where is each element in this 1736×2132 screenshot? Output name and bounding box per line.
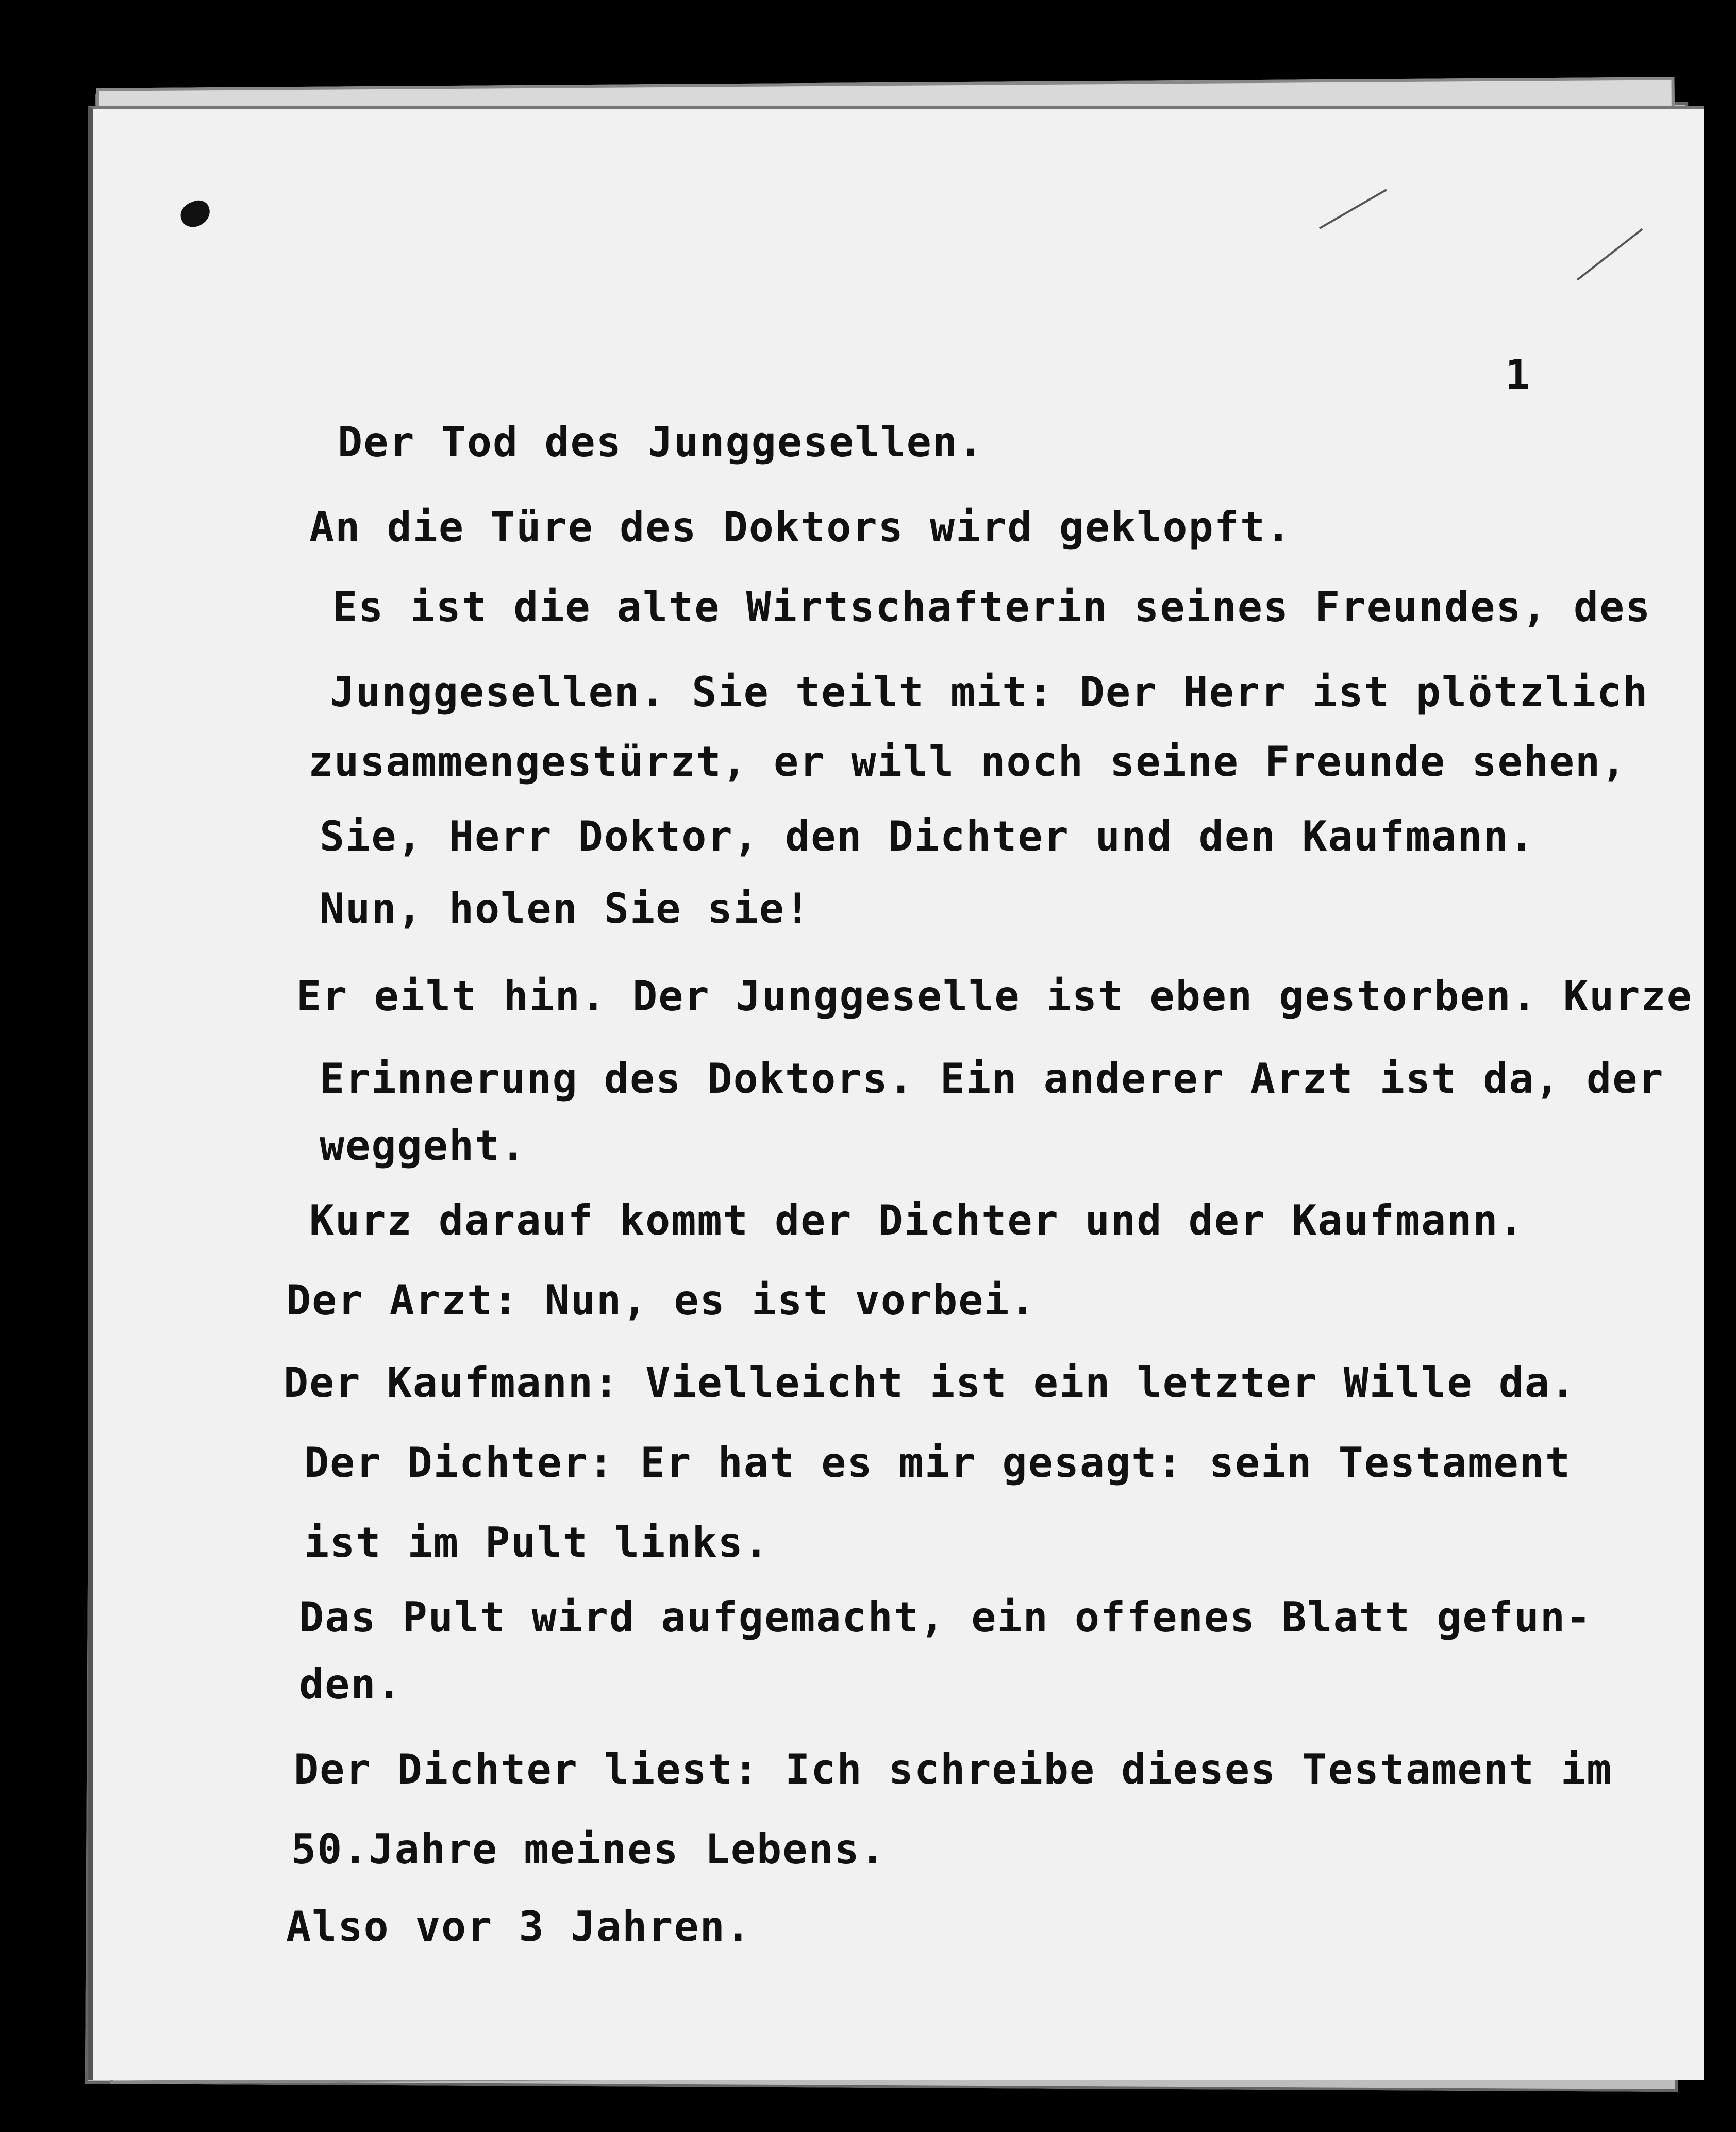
text-line: Erinnerung des Doktors. Ein anderer Arzt ist da, der: [320, 1055, 1664, 1103]
text-line: ist im Pult links.: [304, 1519, 770, 1567]
text-line: Er eilt hin. Der Junggeselle ist eben gestorben. Kurze: [296, 972, 1693, 1020]
text-line: Junggesellen. Sie teilt mit: Der Herr ist plötzlich: [330, 668, 1649, 716]
text-line: An die Türe des Doktors wird geklopft.: [309, 503, 1292, 551]
page-number: 1: [1505, 351, 1530, 399]
text-line: Nun, holen Sie sie!: [320, 885, 811, 932]
title-line: Der Tod des Junggesellen.: [338, 418, 984, 466]
text-line: Der Arzt: Nun, es ist vorbei.: [286, 1276, 1036, 1324]
text-line: Kurz darauf kommt der Dichter und der Kaufmann.: [309, 1196, 1525, 1244]
typescript-page: [88, 106, 1704, 2080]
scratch-mark: [1577, 228, 1643, 281]
ink-blot: [177, 197, 214, 231]
text-line: Es ist die alte Wirtschafterin seines Freundes, des: [332, 583, 1651, 631]
scratch-mark: [1319, 189, 1387, 229]
text-line: Das Pult wird aufgemacht, ein offenes Blatt gefun-: [299, 1593, 1592, 1641]
text-line: 50.Jahre meines Lebens.: [291, 1825, 886, 1873]
text-line: Sie, Herr Doktor, den Dichter und den Kaufmann.: [320, 812, 1535, 860]
text-line: zusammengestürzt, er will noch seine Freunde sehen,: [308, 738, 1627, 786]
text-line: weggeht.: [320, 1122, 527, 1170]
text-line: Der Dichter: Er hat es mir gesagt: sein Testament: [304, 1439, 1572, 1487]
text-line: Der Kaufmann: Vielleicht ist ein letzter Wille da.: [283, 1359, 1577, 1407]
text-line: den.: [299, 1660, 403, 1708]
text-line: Der Dichter liest: Ich schreibe dieses Testament im: [294, 1745, 1613, 1793]
text-line: Also vor 3 Jahren.: [286, 1903, 752, 1951]
